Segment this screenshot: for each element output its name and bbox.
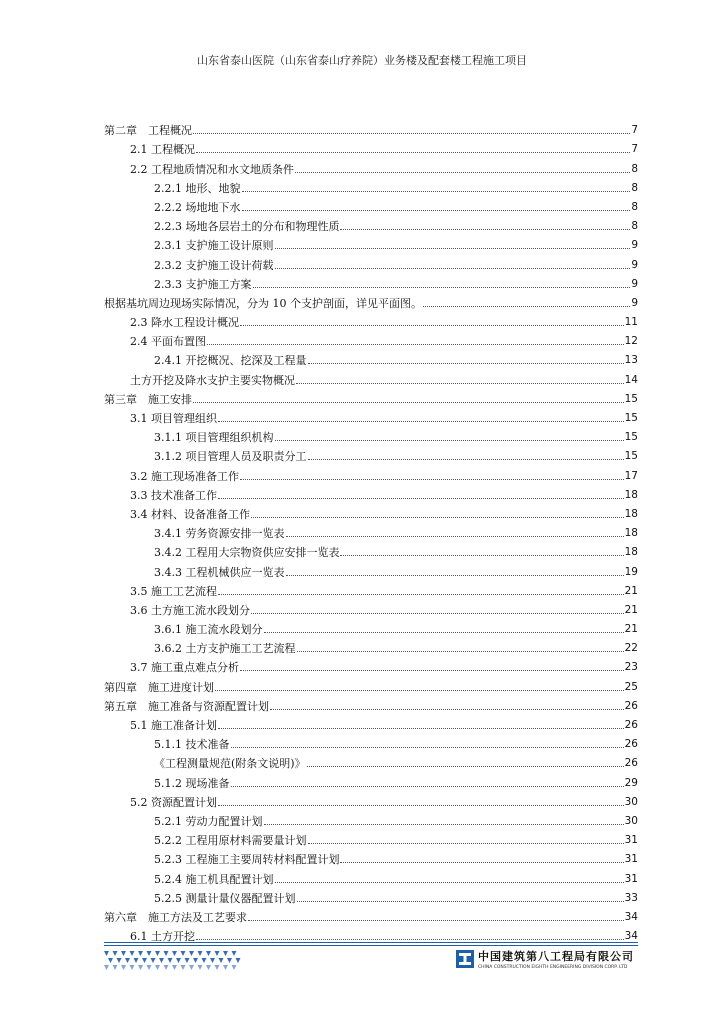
toc-entry-title: 2.2.2 场地地下水 [154, 200, 241, 214]
toc-entry-title: 5.2.5 测量计量仪器配置计划 [154, 891, 296, 905]
toc-entry[interactable] [104, 310, 638, 329]
toc-entry-page: 23 [624, 661, 638, 674]
toc-leader-dots [242, 210, 631, 211]
toc-entry-page: 7 [631, 124, 638, 137]
toc-entry-title: 2.2 工程地质情况和水文地质条件 [130, 162, 294, 176]
toc-entry[interactable] [104, 770, 638, 789]
toc-entry-title: 3.4 材料、设备准备工作 [130, 507, 250, 521]
toc-entry-page: 21 [624, 584, 638, 597]
toc-leader-dots [215, 690, 624, 691]
toc-entry-title: 第六章 施工方法及工艺要求 [104, 910, 247, 924]
toc-entry[interactable] [104, 579, 638, 598]
toc-entry-title: 2.3 降水工程设计概况 [130, 316, 239, 330]
toc-leader-dots [286, 536, 624, 537]
toc-entry-page: 31 [624, 834, 638, 847]
toc-leader-dots [251, 517, 624, 518]
toc-entry[interactable] [104, 809, 638, 828]
toc-entry-page: 30 [624, 814, 638, 827]
toc-entry-page: 26 [624, 699, 638, 712]
toc-entry[interactable] [104, 214, 638, 233]
toc-leader-dots [340, 862, 623, 863]
toc-leader-dots [218, 594, 624, 595]
toc-entry[interactable] [104, 751, 638, 770]
toc-leader-dots [295, 172, 630, 173]
toc-entry-page: 21 [624, 623, 638, 636]
toc-leader-dots [340, 555, 623, 556]
toc-entry-title: 5.2.4 施工机具配置计划 [154, 872, 274, 886]
toc-leader-dots [275, 248, 631, 249]
toc-entry-title: 3.2 施工现场准备工作 [130, 469, 239, 483]
toc-entry-title: 2.1 工程概况 [130, 143, 195, 157]
toc-entry[interactable] [104, 425, 638, 444]
toc-leader-dots [264, 632, 624, 633]
toc-entry[interactable] [104, 233, 638, 252]
toc-entry-title: 2.3.1 支护施工设计原则 [154, 239, 274, 253]
toc-leader-dots [196, 152, 630, 153]
toc-entry[interactable] [104, 924, 638, 943]
toc-entry-title: 3.1.2 项目管理人员及职责分工 [154, 450, 307, 464]
toc-entry-page: 9 [631, 277, 638, 290]
toc-entry-title: 2.4.1 开挖概况、挖深及工程量 [154, 354, 307, 368]
toc-entry-page: 26 [624, 738, 638, 751]
toc-entry-page: 7 [631, 143, 638, 156]
toc-entry[interactable] [104, 732, 638, 751]
toc-entry-title: 2.4 平面布置图 [130, 335, 206, 349]
document-header: 山东省泰山医院（山东省泰山疗养院）业务楼及配套楼工程施工项目 [197, 54, 527, 67]
toc-leader-dots [308, 363, 624, 364]
toc-leader-dots [307, 766, 624, 767]
toc-entry[interactable] [104, 291, 638, 310]
toc-entry[interactable] [104, 540, 638, 559]
toc-entry[interactable] [104, 905, 638, 924]
toc-leader-dots [275, 268, 631, 269]
toc-entry[interactable] [104, 617, 638, 636]
toc-entry-page: 8 [631, 220, 638, 233]
toc-entry-page: 26 [624, 719, 638, 731]
toc-entry-page: 9 [631, 258, 638, 271]
toc-leader-dots [248, 920, 624, 921]
toc-entry[interactable] [104, 847, 638, 866]
toc-entry[interactable] [104, 674, 638, 693]
toc-entry[interactable] [104, 598, 638, 617]
toc-leader-dots [218, 421, 624, 422]
toc-entry-title: 根据基坑周边现场实际情况，分为 10 个支护剖面，详见平面图。 [104, 296, 422, 310]
toc-entry-page: 29 [624, 776, 638, 789]
toc-entry-title: 3.4.3 工程机械供应一览表 [154, 565, 285, 579]
toc-entry-page: 22 [624, 642, 638, 655]
toc-entry[interactable] [104, 329, 638, 348]
toc-entry[interactable] [104, 137, 638, 156]
toc-entry[interactable] [104, 655, 638, 674]
toc-entry-title: 5.1.2 现场准备 [154, 776, 230, 790]
toc-entry-title: 3.1.1 项目管理组织机构 [154, 431, 274, 445]
toc-entry-page: 15 [624, 412, 638, 424]
toc-leader-dots [231, 786, 624, 787]
toc-leader-dots [275, 882, 624, 883]
toc-leader-dots [308, 843, 624, 844]
toc-entry-title: 《工程测量规范(附条文说明)》 [154, 757, 306, 771]
toc-entry[interactable] [104, 502, 638, 521]
toc-leader-dots [270, 709, 624, 710]
toc-entry-title: 3.4.1 劳务资源安排一览表 [154, 527, 285, 541]
toc-entry-page: 14 [624, 373, 638, 386]
toc-leader-dots [340, 229, 630, 230]
toc-leader-dots [251, 613, 624, 614]
toc-entry[interactable] [104, 790, 638, 809]
toc-entry-page: 18 [624, 488, 638, 501]
toc-entry-page: 15 [624, 392, 638, 405]
toc-entry[interactable] [104, 886, 638, 905]
toc-entry-title: 3.4.2 工程用大宗物资供应安排一览表 [154, 546, 340, 560]
toc-entry-page: 9 [631, 239, 638, 252]
toc-entry-page: 8 [631, 162, 638, 175]
footer-rule-secondary [104, 945, 638, 946]
toc-entry-title: 5.2.3 工程施工主要周转材料配置计划 [154, 853, 340, 867]
toc-entry-title: 5.2 资源配置计划 [130, 795, 217, 809]
toc-entry-title: 5.1 施工准备计划 [130, 719, 217, 732]
toc-entry-page: 18 [624, 527, 638, 540]
toc-leader-dots [264, 824, 624, 825]
toc-leader-dots [297, 901, 624, 902]
toc-entry-page: 8 [631, 200, 638, 213]
toc-entry-page: 21 [624, 603, 638, 616]
toc-entry[interactable] [104, 636, 638, 655]
toc-entry-page: 17 [624, 469, 638, 482]
toc-entry-page: 34 [624, 930, 638, 943]
toc-leader-dots [240, 325, 624, 326]
toc-entry[interactable] [104, 176, 638, 195]
toc-entry-title: 3.1 项目管理组织 [130, 412, 217, 425]
footer-rule [104, 942, 638, 943]
toc-leader-dots [231, 747, 624, 748]
toc-leader-dots [218, 728, 624, 729]
toc-leader-dots [193, 402, 624, 403]
toc-leader-dots [297, 651, 624, 652]
toc-entry-title: 第五章 施工准备与资源配置计划 [104, 699, 269, 713]
toc-entry-page: 30 [624, 795, 638, 808]
toc-entry-title: 5.2.1 劳动力配置计划 [154, 814, 263, 828]
toc-entry[interactable] [104, 713, 638, 732]
toc-entry-page: 12 [624, 335, 638, 348]
toc-leader-dots [423, 306, 630, 307]
toc-entry[interactable] [104, 559, 638, 578]
toc-entry[interactable] [104, 444, 638, 463]
toc-entry[interactable] [104, 156, 638, 175]
toc-entry[interactable] [104, 272, 638, 291]
toc-entry-title: 5.2.2 工程用原材料需要量计划 [154, 834, 307, 848]
toc-entry-page: 9 [631, 296, 638, 309]
toc-entry-page: 18 [624, 546, 638, 559]
toc-entry-title: 第四章 施工进度计划 [104, 680, 214, 694]
toc-leader-dots [196, 939, 624, 940]
toc-entry-title: 5.1.1 技术准备 [154, 738, 230, 752]
toc-entry[interactable] [104, 521, 638, 540]
toc-leader-dots [240, 479, 624, 480]
toc-entry-page: 15 [624, 450, 638, 463]
toc-entry[interactable] [104, 348, 638, 367]
toc-entry[interactable] [104, 118, 638, 137]
toc-leader-dots [275, 440, 624, 441]
toc-entry[interactable] [104, 483, 638, 502]
toc-entry-title: 2.3.2 支护施工设计荷载 [154, 258, 274, 272]
toc-entry-page: 33 [624, 891, 638, 904]
toc-entry-page: 18 [624, 507, 638, 520]
toc-entry-title: 3.6.1 施工流水段划分 [154, 623, 263, 637]
toc-entry[interactable] [104, 195, 638, 214]
toc-entry-page: 31 [624, 853, 638, 866]
cscec-logo-icon [456, 950, 474, 968]
toc-entry[interactable] [104, 866, 638, 885]
toc-entry-title: 土方开挖及降水支护主要实物概况 [130, 373, 295, 387]
toc-entry-page: 34 [624, 910, 638, 923]
toc-leader-dots [296, 383, 624, 384]
toc-leader-dots [218, 805, 624, 806]
toc-entry-title: 2.2.3 场地各层岩土的分布和物理性质 [154, 220, 340, 234]
table-of-contents [104, 118, 638, 943]
toc-leader-dots [207, 344, 624, 345]
toc-entry-page: 19 [624, 565, 638, 578]
company-name-en: CHINA CONSTRUCTION EIGHTH ENGINEERING DIVISION CORP. LTD [478, 965, 628, 970]
toc-entry-title: 2.2.1 地形、地貌 [154, 181, 241, 195]
toc-leader-dots [218, 498, 624, 499]
toc-entry-page: 25 [624, 680, 638, 693]
footer-pattern-icon [104, 950, 244, 974]
toc-entry[interactable] [104, 406, 638, 425]
toc-leader-dots [240, 670, 624, 671]
toc-leader-dots [242, 191, 631, 192]
company-logo [456, 948, 634, 970]
company-name-cn: 中国建筑第八工程局有限公司 [478, 950, 634, 963]
toc-entry-page: 13 [624, 354, 638, 367]
toc-entry-title: 第二章 工程概况 [104, 124, 192, 138]
toc-entry-title: 第三章 施工安排 [104, 392, 192, 406]
toc-leader-dots [286, 575, 624, 576]
toc-leader-dots [193, 133, 630, 134]
toc-entry-title: 2.3.3 支护施工方案 [154, 277, 252, 291]
toc-entry[interactable] [104, 252, 638, 271]
toc-entry[interactable] [104, 463, 638, 482]
toc-entry[interactable] [104, 694, 638, 713]
toc-entry[interactable] [104, 367, 638, 386]
toc-entry-title: 6.1 土方开挖 [130, 930, 195, 944]
toc-entry-page: 8 [631, 181, 638, 194]
toc-entry-page: 15 [624, 431, 638, 444]
toc-entry-title: 3.3 技术准备工作 [130, 488, 217, 502]
toc-entry-title: 3.7 施工重点难点分析 [130, 661, 239, 675]
toc-entry-title: 3.6 土方施工流水段划分 [130, 603, 250, 617]
toc-entry-page: 26 [624, 757, 638, 770]
toc-entry-page: 11 [624, 316, 638, 329]
toc-entry-title: 3.6.2 土方支护施工工艺流程 [154, 642, 296, 656]
toc-leader-dots [253, 287, 631, 288]
toc-leader-dots [308, 459, 624, 460]
toc-entry[interactable] [104, 387, 638, 406]
toc-entry[interactable] [104, 828, 638, 847]
toc-entry-title: 3.5 施工工艺流程 [130, 584, 217, 598]
toc-entry-page: 31 [624, 872, 638, 885]
